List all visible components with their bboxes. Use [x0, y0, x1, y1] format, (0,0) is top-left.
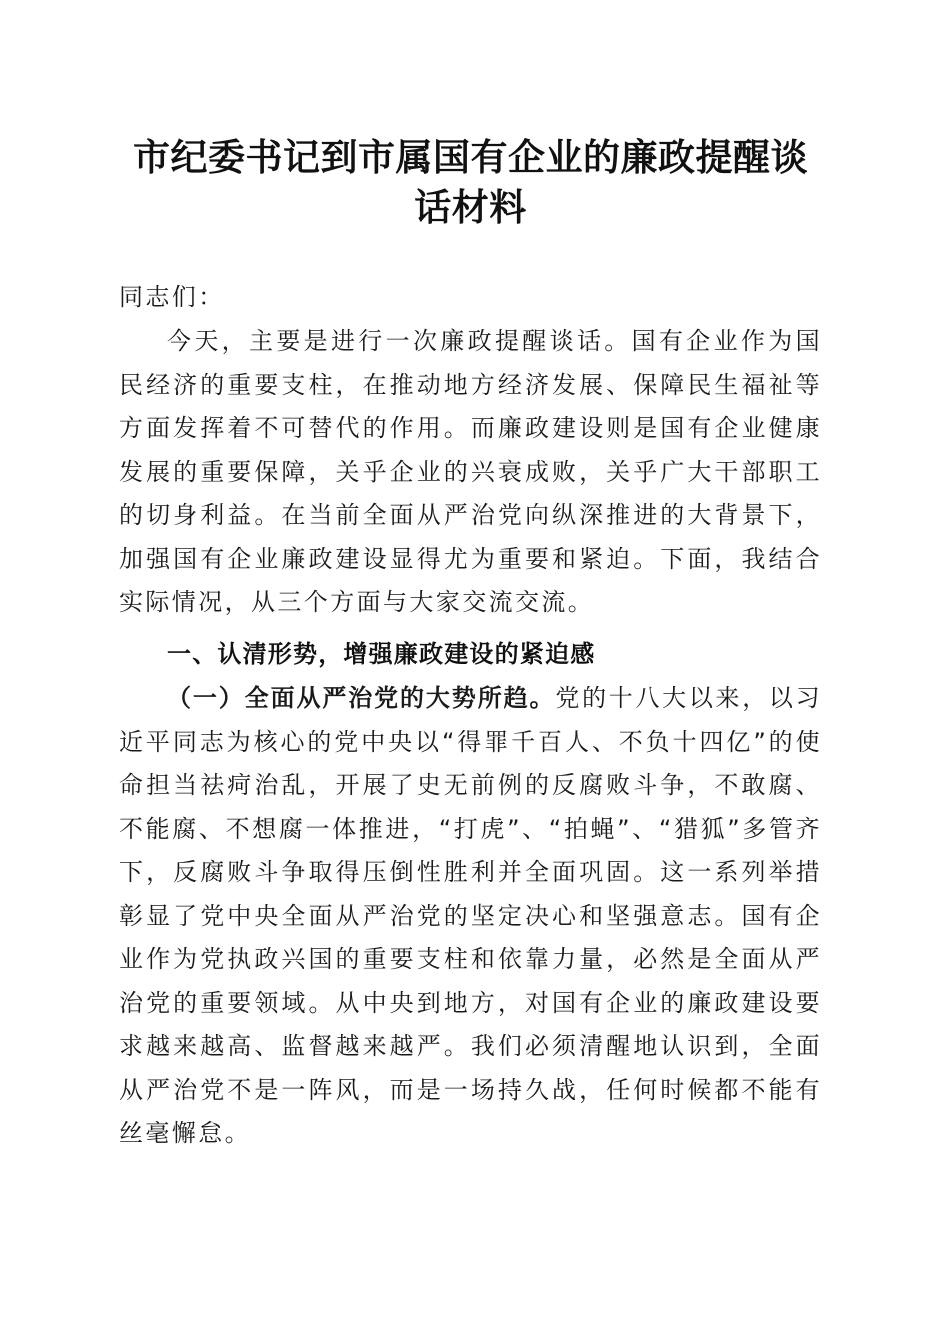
document-title: 市纪委书记到市属国有企业的廉政提醒谈话材料: [133, 135, 808, 229]
subsection-text-one: 党的十八大以来，以习近平同志为核心的党中央以“得罪千百人、不负十四亿”的使命担当祛疴治乱，开展了史无前例的反腐败斗争，不敢腐、不能腐、不想腐一体推进，“打虎”、“拍蝇”、“猎狐”多管齐下，反腐败斗争取得压倒性胜利并全面巩固。这一系列举措彰显了党中央全面从严治党的坚定决心和坚强意志。国有企业作为党执政兴国的重要支柱和依靠力量，必然是全面从严治党的重要领域。从中央到地方，对国有企业的廉政建设要求越来越高、监督越来越严。我们必须清醒地认识到，全面从严治党不是一阵风，而是一场持久战，任何时候都不能有丝毫懈怠。: [119, 684, 822, 1147]
salutation: 同志们：: [119, 283, 225, 311]
subsection-paragraph-one: [119, 677, 822, 1156]
section-heading-one: 一、认清形势，增强廉政建设的紧迫感: [167, 640, 596, 668]
intro-paragraph: 今天，主要是进行一次廉政提醒谈话。国有企业作为国民经济的重要支柱，在推动地方经济发展、保障民生福祉等方面发挥着不可替代的作用。而廉政建设则是国有企业健康发展的重要保障，关乎企业的兴衰成败，关乎广大干部职工的切身利益。在当前全面从严治党向纵深推进的大背景下，加强国有企业廉政建设显得尤为重要和紧迫。下面，我结合实际情况，从三个方面与大家交流交流。: [119, 327, 822, 616]
subsection-lead-one: （一）全面从严治党的大势所趋。: [167, 684, 556, 712]
